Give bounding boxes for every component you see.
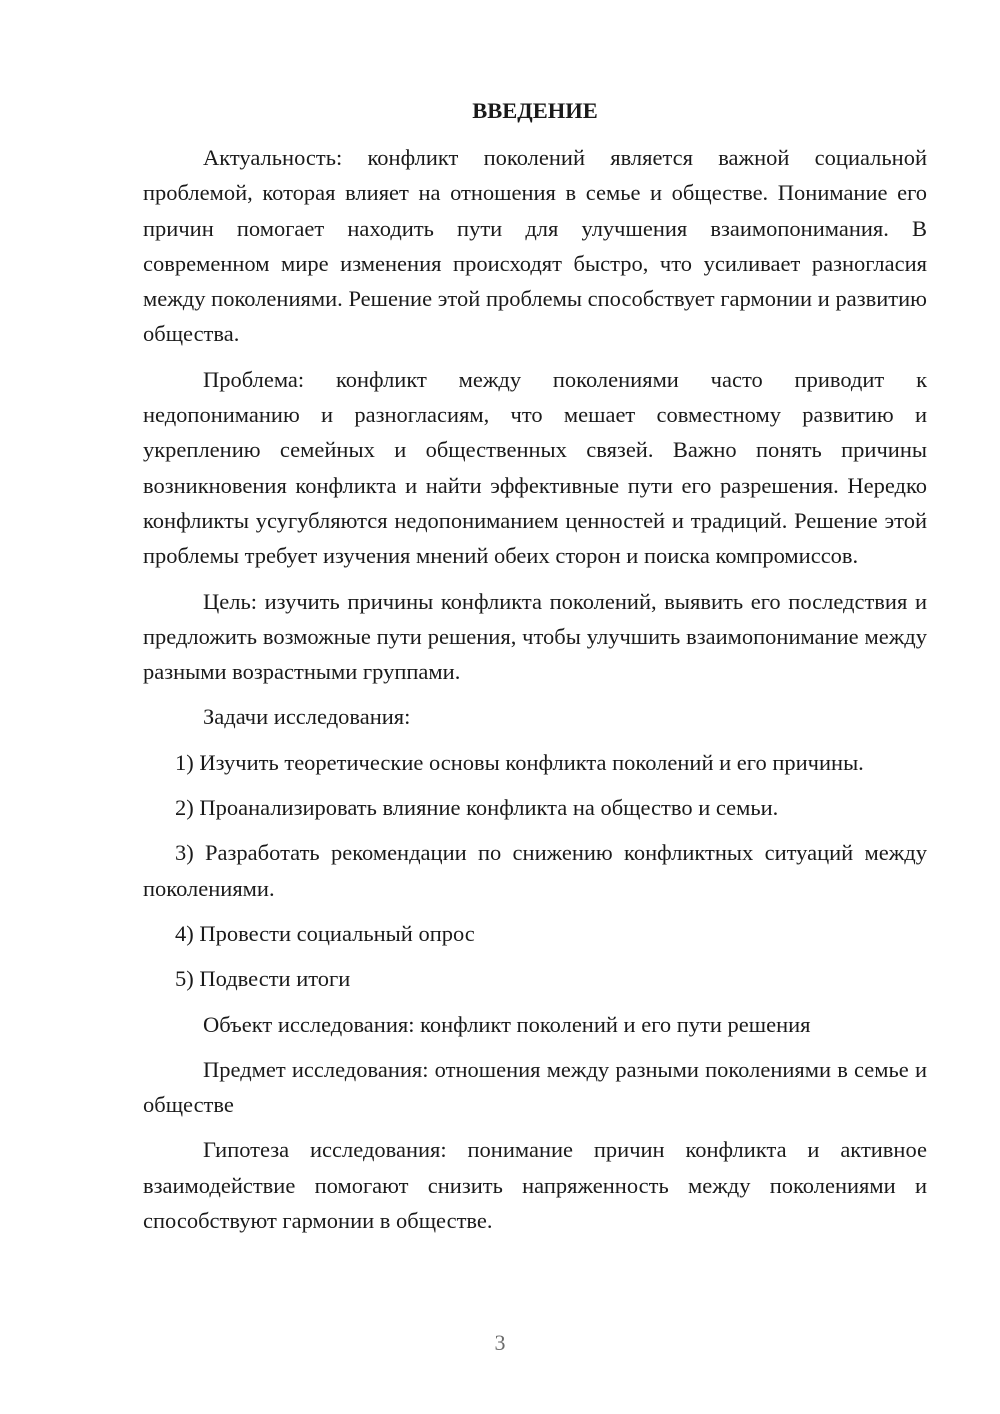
- task-item-5: 5) Подвести итоги: [175, 966, 351, 992]
- task-item-1: 1) Изучить теоретические основы конфликта поколений и его причины.: [175, 749, 864, 775]
- paragraph-subject: Предмет исследования: отношения между разными поколениями в семье и обществе: [143, 1056, 927, 1118]
- paragraph-goal: Цель: изучить причины конфликта поколений, выявить его последствия и предложить возможные пути решения, чтобы улучшить взаимопонимание между разными возрастными группами.: [143, 588, 927, 685]
- paragraph-problem: Проблема: конфликт между поколениями часто приводит к недопониманию и разногласиям, что мешает совместному развитию и укреплению семейных и общественных связей. Важно понять причины возникновения конфликта и найти эффективные пути его разрешения. Нередко конфликты усугубляются недопониманием ценностей и традиций. Решение этой проблемы требует изучения мнений обеих сторон и поиска компромиссов.: [143, 366, 927, 569]
- page-content: [143, 93, 927, 1248]
- paragraph-object: Объект исследования: конфликт поколений и его пути решения: [203, 1011, 811, 1037]
- tasks-heading: Задачи исследования:: [203, 704, 411, 730]
- section-title: ВВЕДЕНИЕ: [472, 98, 598, 123]
- paragraph-relevance: Актуальность: конфликт поколений является важной социальной проблемой, которая влияет на отношения в семье и обществе. Понимание его причин помогает находить пути для улучшения взаимопонимания. В современном мире изменения происходят быстро, что усиливает разногласия между поколениями. Решение этой проблемы способствует гармонии и развитию общества.: [143, 145, 927, 347]
- page-number: 3: [494, 1330, 506, 1355]
- paragraph-hypothesis: Гипотеза исследования: понимание причин конфликта и активное взаимодействие помогают снизить напряженность между поколениями и способствуют гармонии в обществе.: [143, 1137, 927, 1234]
- task-item-4: 4) Провести социальный опрос: [175, 920, 475, 946]
- task-item-2: 2) Проанализировать влияние конфликта на общество и семьи.: [175, 795, 779, 821]
- task-item-3: 3) Разработать рекомендации по снижению конфликтных ситуаций между поколениями.: [143, 840, 927, 901]
